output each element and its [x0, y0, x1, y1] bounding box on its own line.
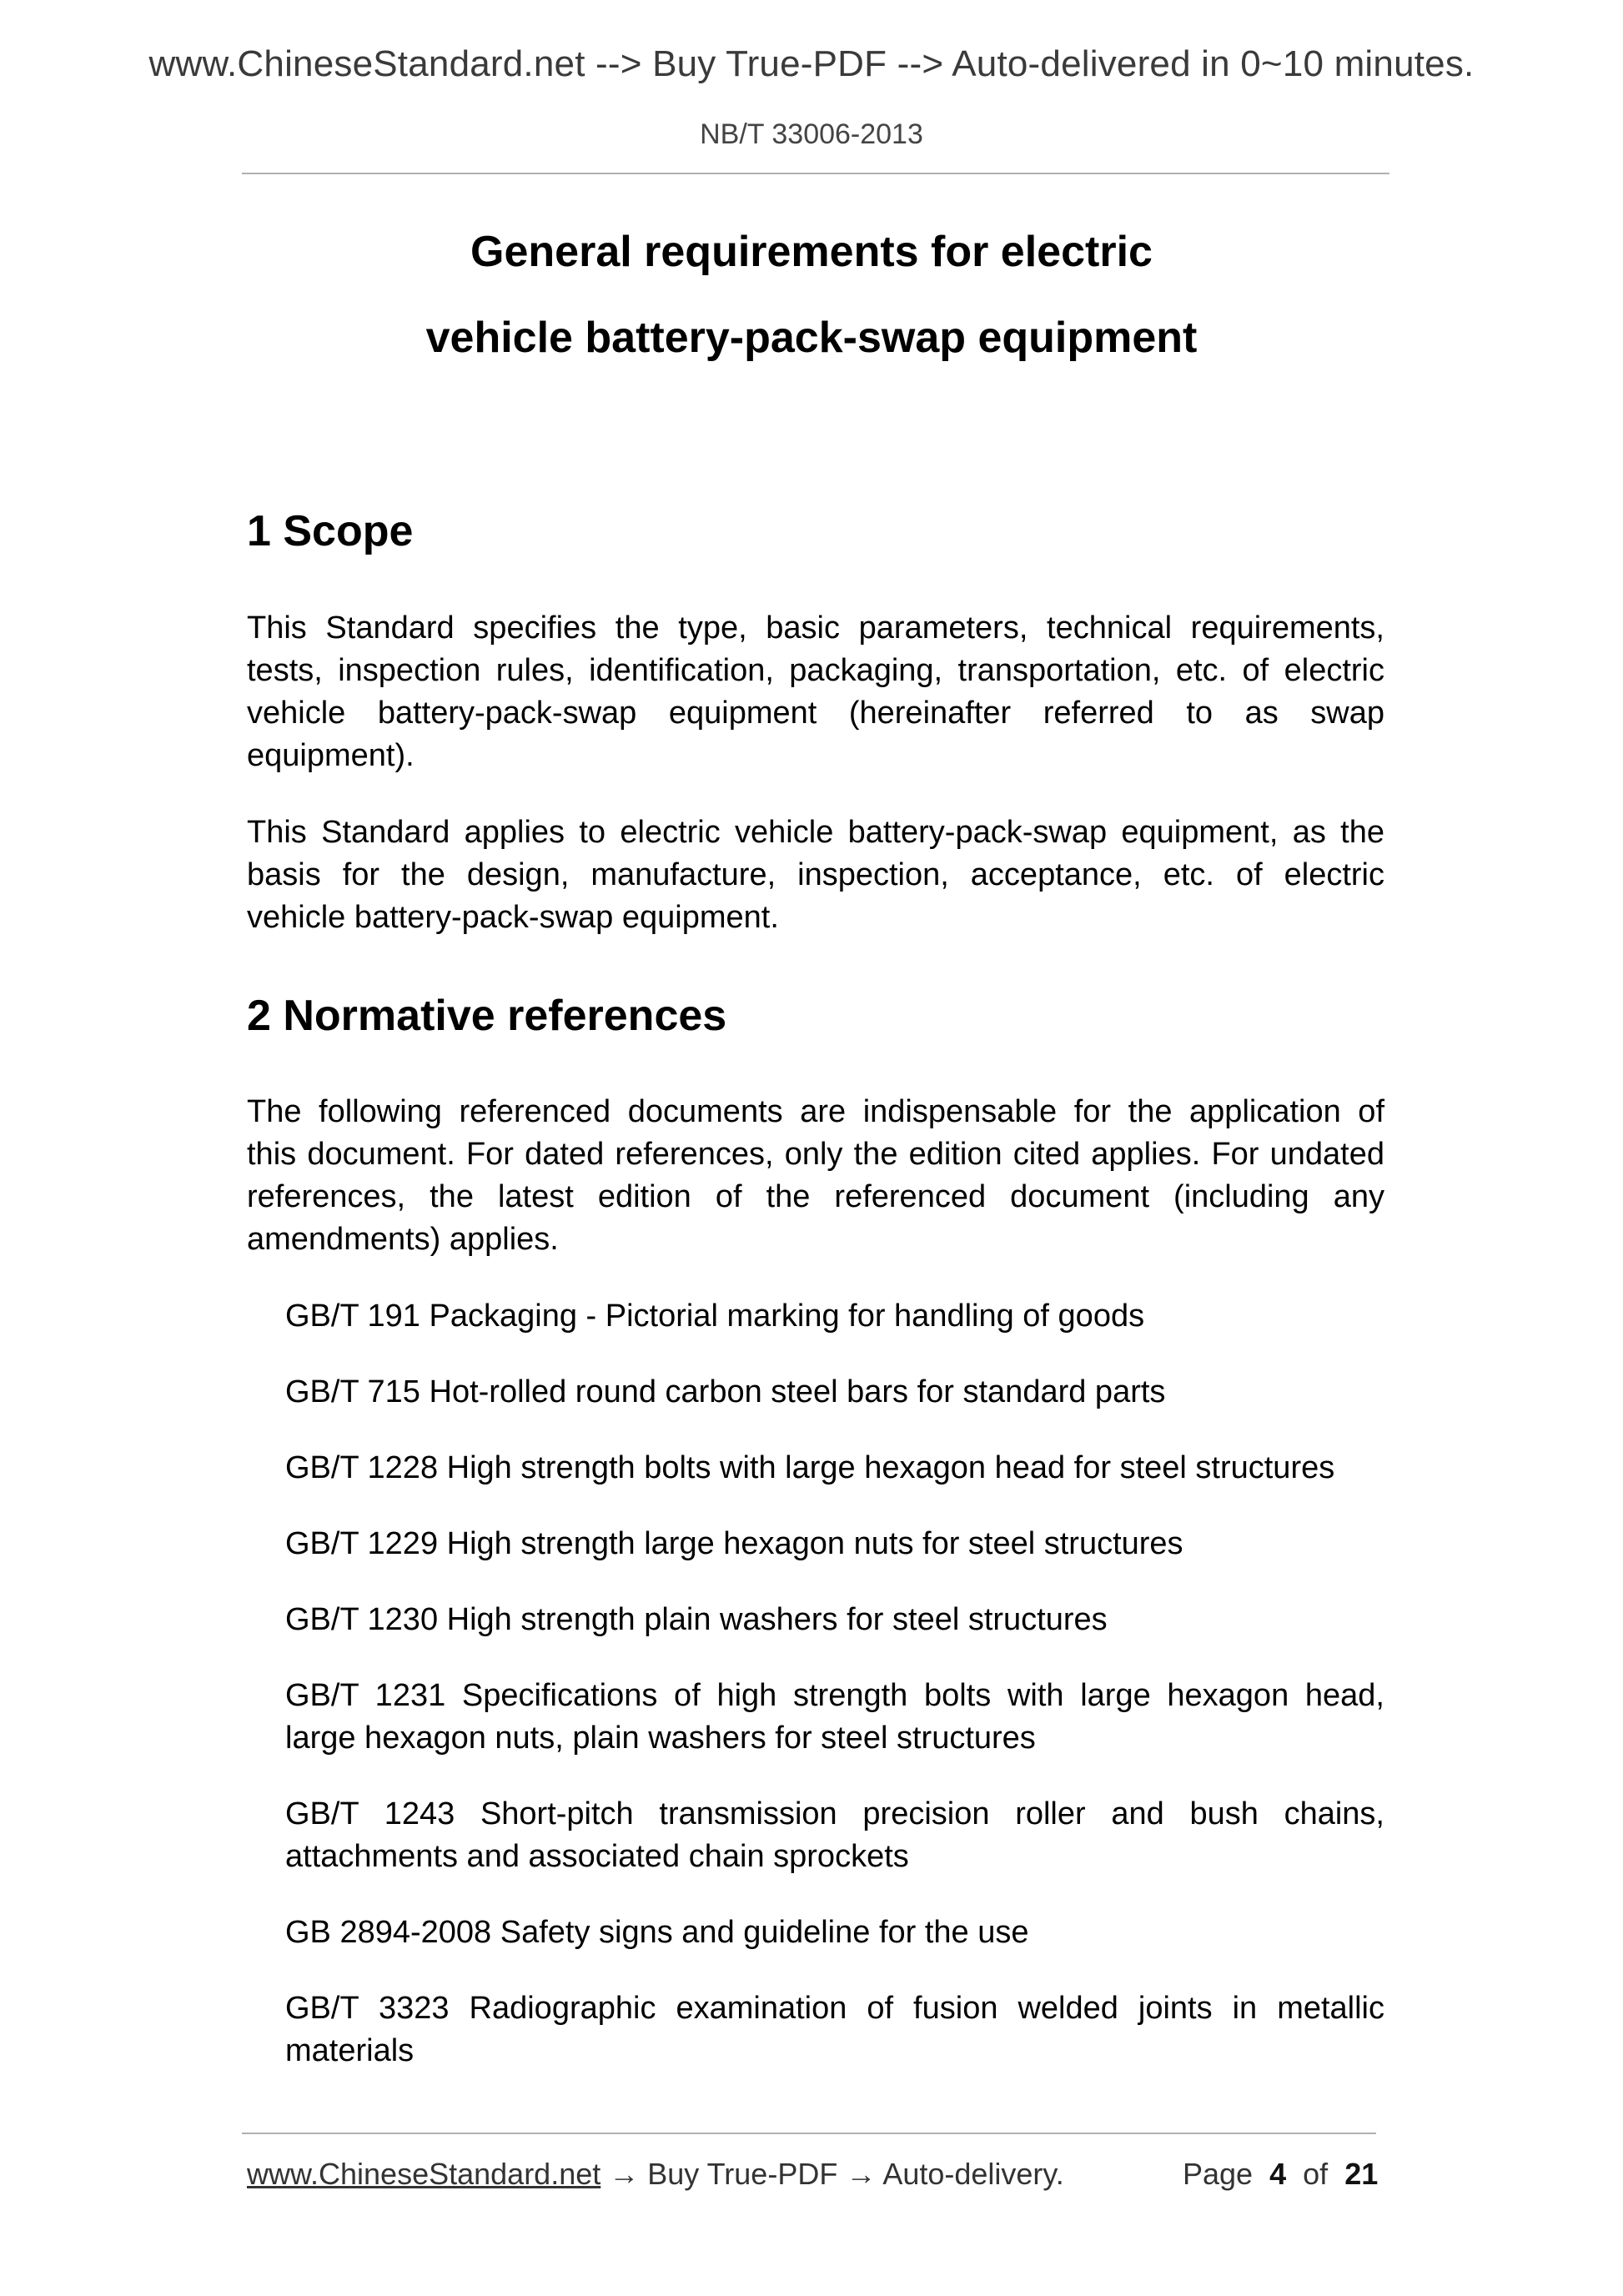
normative-intro-line-2: this document. For dated references, only the edition cited applies. For undated — [247, 1137, 1384, 1172]
page-indicator — [1183, 2157, 1378, 2192]
normative-intro-line-4: amendments) applies. — [247, 1222, 559, 1257]
reference-gbt-715: GB/T 715 Hot-rolled round carbon steel bars for standard parts — [285, 1374, 1166, 1409]
page-word: Page — [1183, 2157, 1254, 2191]
reference-gbt-1229: GB/T 1229 High strength large hexagon nuts for steel structures — [285, 1526, 1183, 1561]
reference-gbt-1228: GB/T 1228 High strength bolts with large hexagon head for steel structures — [285, 1450, 1335, 1485]
top-banner: www.ChineseStandard.net --> Buy True-PDF --> Auto-delivered in 0~10 minutes. — [148, 43, 1475, 84]
reference-gbt-1243-line-1: GB/T 1243 Short-pitch transmission precision roller and bush chains, — [285, 1796, 1384, 1831]
scope-paragraph-1-line-2: tests, inspection rules, identification, packaging, transportation, etc. of electric — [247, 653, 1384, 688]
reference-gbt-191: GB/T 191 Packaging - Pictorial marking for handling of goods — [285, 1299, 1145, 1334]
scope-paragraph-2-line-3: vehicle battery-pack-swap equipment. — [247, 900, 779, 935]
reference-gbt-1231-line-2: large hexagon nuts, plain washers for steel structures — [285, 1721, 1036, 1756]
section-heading-scope: 1 Scope — [247, 507, 414, 555]
scope-paragraph-2-line-2: basis for the design, manufacture, inspection, acceptance, etc. of electric — [247, 857, 1384, 892]
section-heading-normative-references: 2 Normative references — [247, 992, 727, 1040]
footer-left — [247, 2157, 1064, 2192]
reference-gbt-1230: GB/T 1230 High strength plain washers for steel structures — [285, 1602, 1108, 1637]
footer-divider — [242, 2133, 1376, 2134]
scope-paragraph-2-line-1: This Standard applies to electric vehicle battery-pack-swap equipment, as the — [247, 815, 1384, 850]
scope-paragraph-1-line-4: equipment). — [247, 738, 415, 773]
total-pages: 21 — [1344, 2157, 1379, 2191]
normative-intro-line-3: references, the latest edition of the referenced document (including any — [247, 1179, 1384, 1214]
scope-paragraph-1-line-3: vehicle battery-pack-swap equipment (hereinafter referred to as swap — [247, 696, 1384, 731]
reference-gbt-3323-line-1: GB/T 3323 Radiographic examination of fusion welded joints in metallic — [285, 1991, 1384, 2026]
footer-site-link[interactable]: www.ChineseStandard.net — [247, 2157, 601, 2191]
normative-intro-line-1: The following referenced documents are indispensable for the application of — [247, 1094, 1384, 1129]
reference-gbt-1243-line-2: attachments and associated chain sprockets — [285, 1839, 909, 1874]
of-word: of — [1303, 2157, 1329, 2191]
reference-gbt-3323-line-2: materials — [285, 2033, 415, 2068]
doc-title-line-1: General requirements for electric — [470, 228, 1153, 276]
reference-gbt-1231-line-1: GB/T 1231 Specifications of high strength bolts with large hexagon head, — [285, 1678, 1384, 1713]
document-code: NB/T 33006-2013 — [700, 118, 923, 150]
footer-tagline: → Buy True-PDF → Auto-delivery. — [600, 2157, 1064, 2191]
current-page-number: 4 — [1269, 2157, 1287, 2191]
header-divider — [242, 173, 1389, 174]
scope-paragraph-1-line-1: This Standard specifies the type, basic parameters, technical requirements, — [247, 610, 1384, 646]
doc-title-line-2: vehicle battery-pack-swap equipment — [425, 314, 1198, 362]
reference-gb-2894: GB 2894-2008 Safety signs and guideline for the use — [285, 1915, 1029, 1950]
